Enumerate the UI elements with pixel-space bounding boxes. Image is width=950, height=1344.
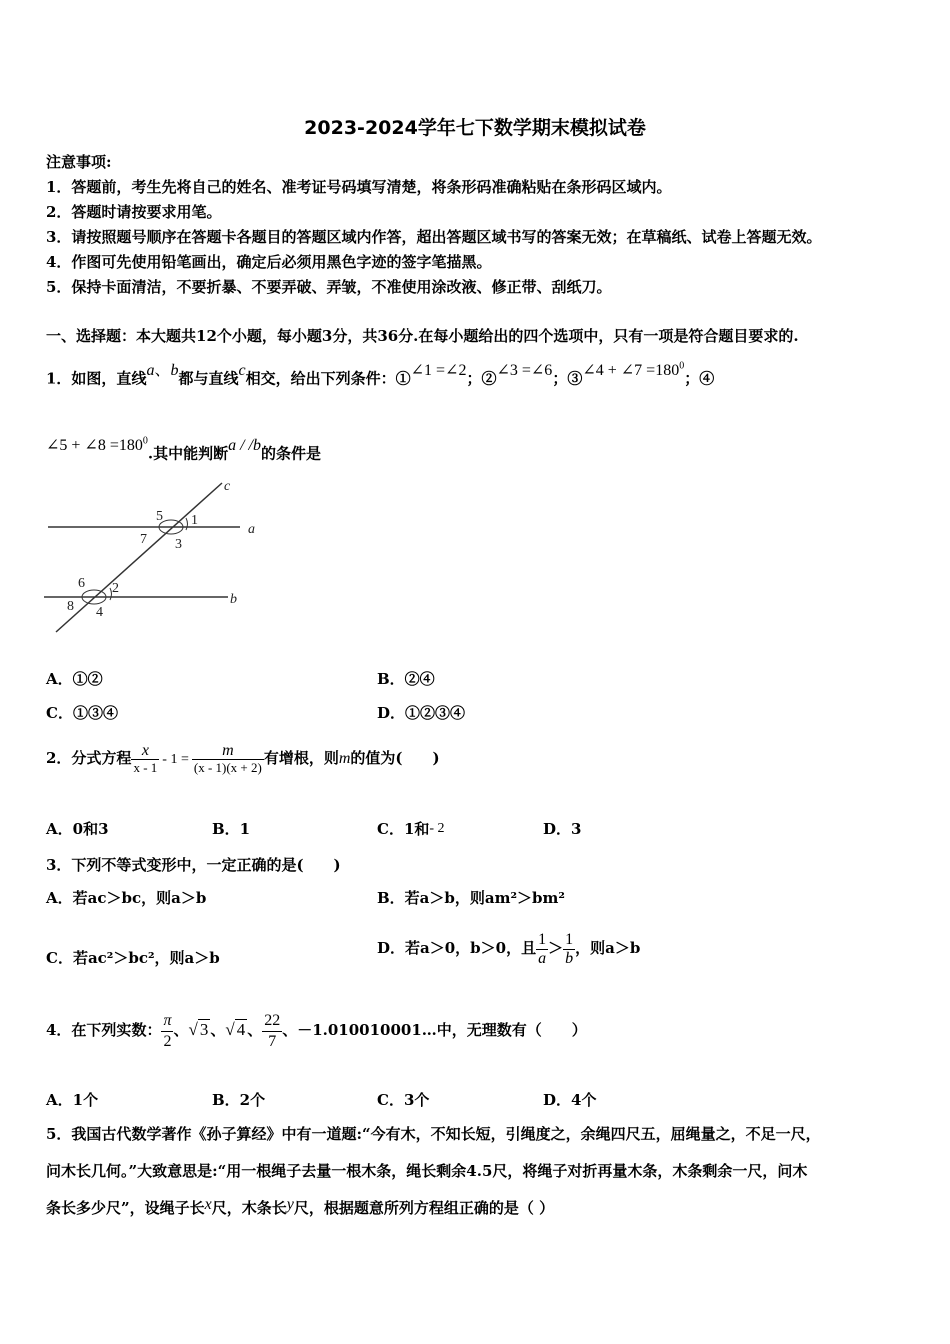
q1-stem-line2 — [46, 436, 321, 464]
q2-option-a[interactable]: A．0和3 — [46, 820, 109, 838]
parallel-lines-figure — [40, 478, 270, 638]
fraction-m: $\frac{m}{(x - 1)(x + 2)}$ — [193, 741, 262, 775]
q5-line3: 条长多少尺”，设绳子长x尺，木条长y尺，根据题意所列方程组正确的是（ ） — [46, 1196, 555, 1217]
q2-stem — [46, 740, 440, 778]
q4-option-d[interactable]: D．4个 — [543, 1091, 597, 1109]
label-3: 3 — [175, 537, 182, 552]
notice-item: 4．作图可先使用铅笔画出，确定后必须用黑色字迹的签字笔描黑。 — [46, 253, 492, 271]
q2-option-c[interactable]: C．1和- 2 — [377, 820, 445, 838]
page-title: 2023-2024学年七下数学期末模拟试卷 — [304, 117, 646, 139]
label-b: b — [230, 592, 237, 607]
q1-text: ；④ — [684, 369, 715, 388]
q1-text: 1．如图，直线 — [46, 369, 147, 388]
label-6: 6 — [78, 576, 85, 591]
q4-option-b[interactable]: B．2个 — [212, 1091, 266, 1109]
q2-minus-one: - 1 = — [162, 752, 189, 767]
q1-text: 相交，给出下列条件：① — [245, 369, 411, 388]
fraction-22-over-7: $\frac{22}{7}$ — [264, 1011, 281, 1050]
q1-text: .其中能判断 — [147, 444, 229, 463]
label-a: a — [248, 522, 255, 537]
q2-text: 2．分式方程 — [46, 749, 132, 767]
q1-text: 的条件是 — [260, 444, 321, 463]
sqrt-4: √ 4 — [225, 1020, 246, 1039]
q1-option-a[interactable]: A．①② — [46, 670, 103, 688]
q2-text: 有增根，则 — [263, 749, 339, 767]
section-heading: 一、选择题：本大题共12个小题，每小题3分，共36分.在每小题给出的四个选项中，只有一项是符合题目要求的. — [46, 327, 799, 345]
q1-sep: 、 — [154, 362, 171, 380]
q3-stem: 3．下列不等式变形中，一定正确的是( ) — [46, 856, 341, 874]
line-c-drawing — [56, 483, 222, 632]
q1-stem-line1 — [46, 361, 715, 389]
q3-option-b[interactable]: B．若a＞b，则am²＞bm² — [377, 889, 565, 907]
fraction-pi-over-2: $\frac{\pi}{2}$ — [163, 1011, 172, 1050]
neg-two: - 2 — [429, 821, 445, 836]
condition-1: ∠1 =∠2 — [410, 362, 467, 380]
q4-stem: 4．在下列实数： $\frac{\pi}{2}$ 、√ 3 、√ 4 、 $\frac{22}{7}$ 、－1.010010001…中，无理数有（ ） — [46, 1011, 587, 1050]
var-x: x — [204, 1196, 212, 1213]
condition-4: ∠5 + ∠8 $=180^0$ — [46, 436, 148, 455]
var-m: m — [338, 750, 351, 767]
label-1: 1 — [191, 513, 198, 528]
angle-mark-1 — [186, 518, 188, 530]
q1-text: ；③ — [552, 369, 583, 388]
var-y: y — [286, 1196, 294, 1213]
label-8: 8 — [67, 599, 74, 614]
condition-2: ∠3 =∠6 — [496, 362, 553, 380]
notice-item: 1．答题前，考生先将自己的姓名、准考证号码填写清楚，将条形码准确粘贴在条形码区域内。 — [46, 178, 672, 196]
q1-option-d[interactable]: D．①②③④ — [377, 704, 466, 722]
notice-item: 3．请按照题号顺序在答题卡各题目的答题区域内作答，超出答题区域书写的答案无效；在草稿纸、试卷上答题无效。 — [46, 228, 822, 246]
q1-option-b[interactable]: B．②④ — [377, 670, 435, 688]
q3-option-d[interactable]: D．若a＞0，b＞0，且 $\frac{1}{a}$ ＞ $\frac{1}{b}$ ，则a＞b — [377, 930, 641, 967]
fraction-x-over-x-minus-1: $\frac{x}{x - 1}$ — [133, 741, 158, 775]
q5-line2: 问木长几何。”大致意思是:“用一根绳子去量一根木条，绳长剩余4.5尺，将绳子对折再量木条，木条剩余一尺，问木 — [46, 1162, 808, 1180]
q2-text: 的值为( ) — [350, 749, 440, 767]
q2-option-b[interactable]: B．1 — [212, 820, 251, 838]
q1-option-c[interactable]: C．①③④ — [46, 704, 118, 722]
line-c: c — [238, 362, 246, 380]
q5-line1: 5．我国古代数学著作《孙子算经》中有一道题:“今有木，不知长短，引绳度之，余绳四尺五，屈绳量之，不足一尺， — [46, 1125, 821, 1143]
label-7: 7 — [140, 532, 147, 547]
line-a: a — [146, 362, 155, 380]
q2-option-d[interactable]: D．3 — [543, 820, 582, 838]
q3-option-c[interactable]: C．若ac²＞bc²，则a＞b — [46, 949, 220, 967]
label-4: 4 — [96, 605, 103, 620]
q3-option-a[interactable]: A．若ac＞bc，则a＞b — [46, 889, 207, 907]
condition-3: ∠4 + ∠7 $=180^0$ — [582, 361, 685, 380]
q1-text: 都与直线 — [178, 369, 239, 388]
label-5: 5 — [156, 509, 163, 524]
fraction-1-over-b: $\frac{1}{b}$ — [565, 930, 574, 967]
label-c: c — [224, 479, 231, 494]
fraction-1-over-a: $\frac{1}{a}$ — [538, 930, 547, 967]
notice-heading: 注意事项: — [46, 153, 112, 171]
a-parallel-b: a / /b — [228, 437, 261, 455]
sqrt-3: √ 3 — [188, 1020, 209, 1039]
notice-item: 2．答题时请按要求用笔。 — [46, 203, 222, 221]
q4-option-c[interactable]: C．3个 — [377, 1091, 430, 1109]
q4-option-a[interactable]: A．1个 — [46, 1091, 99, 1109]
line-b: b — [170, 362, 179, 380]
notice-item: 5．保持卡面清洁，不要折暴、不要弄破、弄皱，不准使用涂改液、修正带、刮纸刀。 — [46, 278, 612, 296]
label-2: 2 — [112, 581, 119, 596]
q1-text: ；② — [466, 369, 497, 388]
